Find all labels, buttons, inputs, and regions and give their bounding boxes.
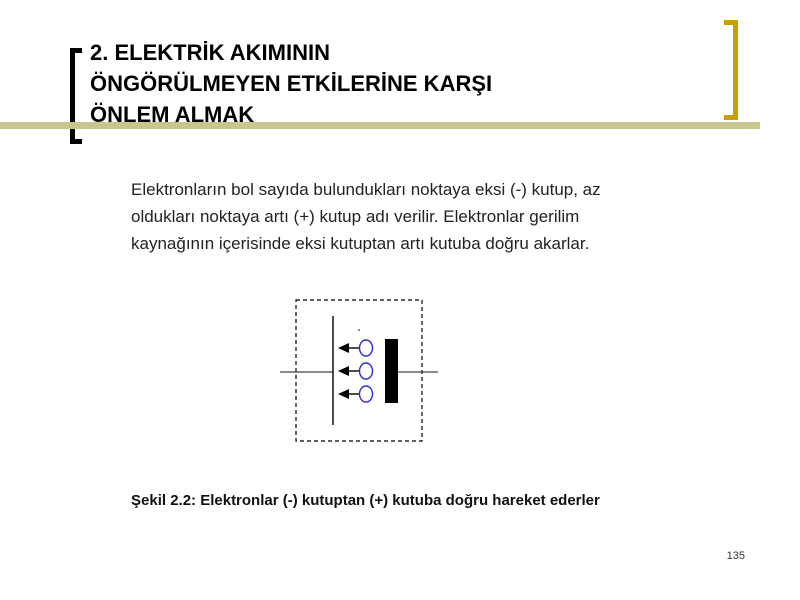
page-number: 135 xyxy=(726,550,745,562)
battery-electron-flow-figure xyxy=(270,290,450,450)
left-bracket-decoration xyxy=(70,48,82,144)
electron-circle xyxy=(360,386,373,402)
title-line-3: ÖNLEM ALMAK xyxy=(90,102,255,127)
electron-circle xyxy=(360,363,373,379)
body-line-2: oldukları noktaya artı (+) kutup adı verilir. Elektronlar gerilim xyxy=(131,207,580,226)
dot-mark xyxy=(358,329,360,331)
slide-title xyxy=(90,37,710,130)
arrow-left-icon xyxy=(338,389,349,399)
electron-3 xyxy=(338,386,373,402)
body-paragraph xyxy=(131,176,731,257)
arrow-left-icon xyxy=(338,366,349,376)
battery-diagram xyxy=(270,290,450,450)
electron-circle xyxy=(360,340,373,356)
figure-caption: Şekil 2.2: Elektronlar (-) kutuptan (+) kutuba doğru hareket ederler xyxy=(131,492,600,509)
right-bracket-decoration xyxy=(724,20,738,120)
body-line-1: Elektronların bol sayıda bulundukları noktaya eksi (-) kutup, az xyxy=(131,180,601,199)
title-line-1: 2. ELEKTRİK AKIMININ xyxy=(90,40,330,65)
title-line-2: ÖNGÖRÜLMEYEN ETKİLERİNE KARŞI xyxy=(90,71,493,96)
body-line-3: kaynağının içerisinde eksi kutuptan artı kutuba doğru akarlar. xyxy=(131,234,590,253)
arrow-left-icon xyxy=(338,343,349,353)
positive-plate xyxy=(385,339,398,403)
electron-2 xyxy=(338,363,373,379)
electron-1 xyxy=(338,340,373,356)
